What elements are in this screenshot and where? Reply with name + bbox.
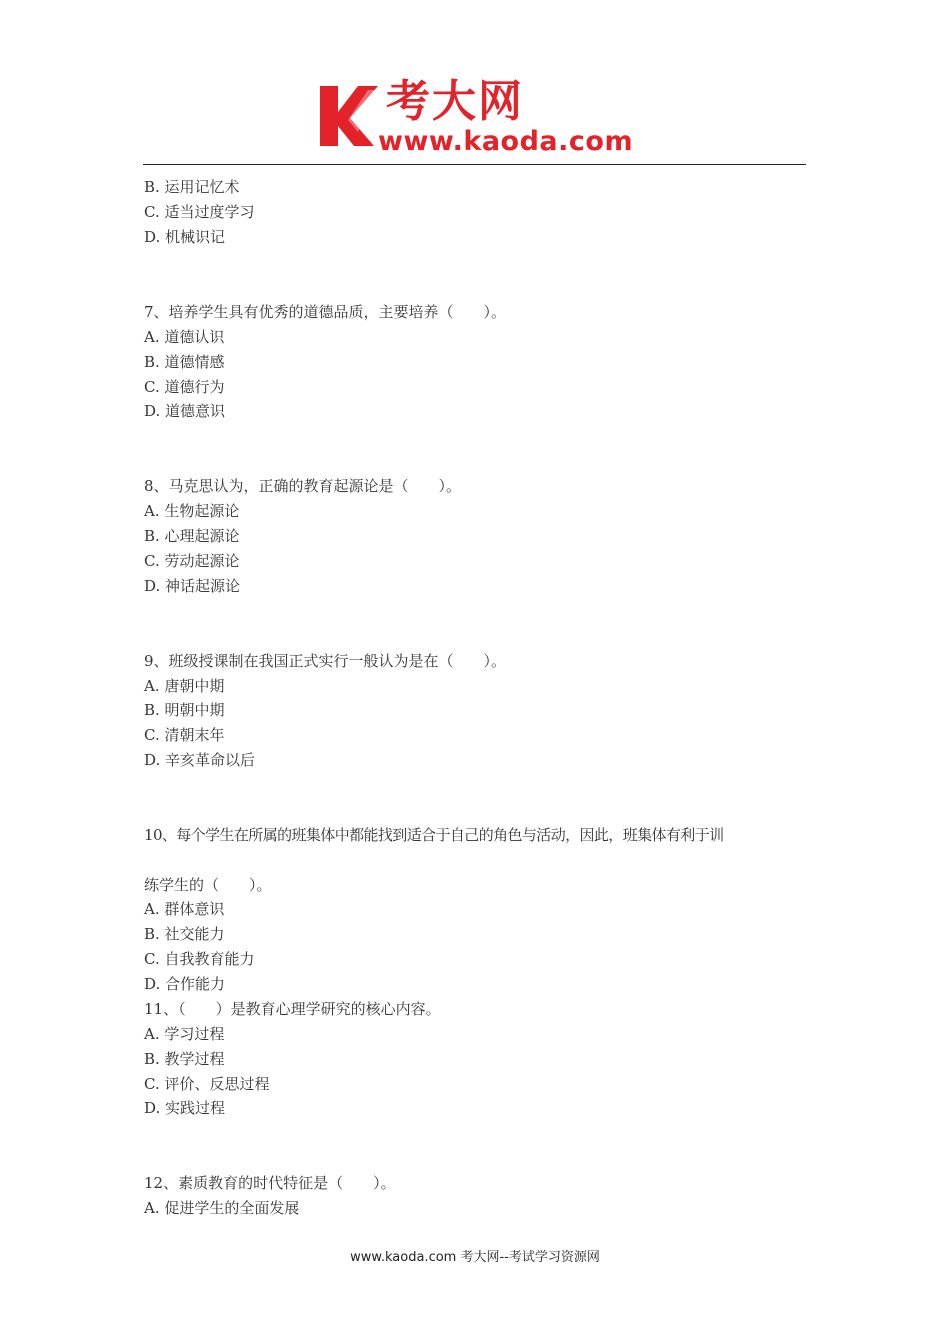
header-divider [143,164,806,165]
q6-option-b: B. 运用记忆术 [144,178,240,196]
q7-option-b: B. 道德情感 [144,353,225,371]
q12-option-a: A. 促进学生的全面发展 [144,1199,300,1217]
kaoda-logo [318,76,648,160]
q6-option-d: D. 机械识记 [144,228,226,246]
q10-stem-line1: 10、每个学生在所属的班集体中都能找到适合于自己的角色与活动，因此，班集体有利于训 [144,826,724,844]
q11-option-a: A. 学习过程 [144,1025,225,1043]
q7-option-a: A. 道德认识 [144,328,225,346]
q10-option-c: C. 自我教育能力 [144,950,255,968]
q7-option-d: D. 道德意识 [144,402,226,420]
q12-stem: 12、素质教育的时代特征是（ ）。 [144,1174,396,1192]
q10-option-d: D. 合作能力 [144,975,226,993]
q10-stem-line2: 练学生的（ ）。 [144,876,272,894]
q9-option-a: A. 唐朝中期 [144,677,225,695]
q8-stem: 8、马克思认为，正确的教育起源论是（ ）。 [144,477,462,495]
q8-option-a: A. 生物起源论 [144,502,240,520]
logo-title: 考大网 [386,76,524,127]
q9-option-d: D. 辛亥革命以后 [144,751,256,769]
page-footer: www.kaoda.com 考大网--考试学习资源网 [350,1250,600,1265]
logo-k-icon [318,82,380,148]
q7-option-c: C. 道德行为 [144,378,225,396]
q11-stem: 11、（ ）是教育心理学研究的核心内容。 [144,1000,441,1018]
q9-stem: 9、班级授课制在我国正式实行一般认为是在（ ）。 [144,652,507,670]
q6-option-c: C. 适当过度学习 [144,203,255,221]
q9-option-b: B. 明朝中期 [144,701,225,719]
q7-stem: 7、培养学生具有优秀的道德品质，主要培养（ ）。 [144,303,507,321]
q8-option-c: C. 劳动起源论 [144,552,240,570]
logo-url: www.kaoda.com [378,126,634,157]
q10-option-a: A. 群体意识 [144,900,225,918]
q9-option-c: C. 清朝末年 [144,726,225,744]
q10-option-b: B. 社交能力 [144,925,225,943]
q11-option-c: C. 评价、反思过程 [144,1075,270,1093]
q11-option-b: B. 教学过程 [144,1050,225,1068]
q8-option-b: B. 心理起源论 [144,527,240,545]
q8-option-d: D. 神话起源论 [144,577,241,595]
q11-option-d: D. 实践过程 [144,1099,226,1117]
